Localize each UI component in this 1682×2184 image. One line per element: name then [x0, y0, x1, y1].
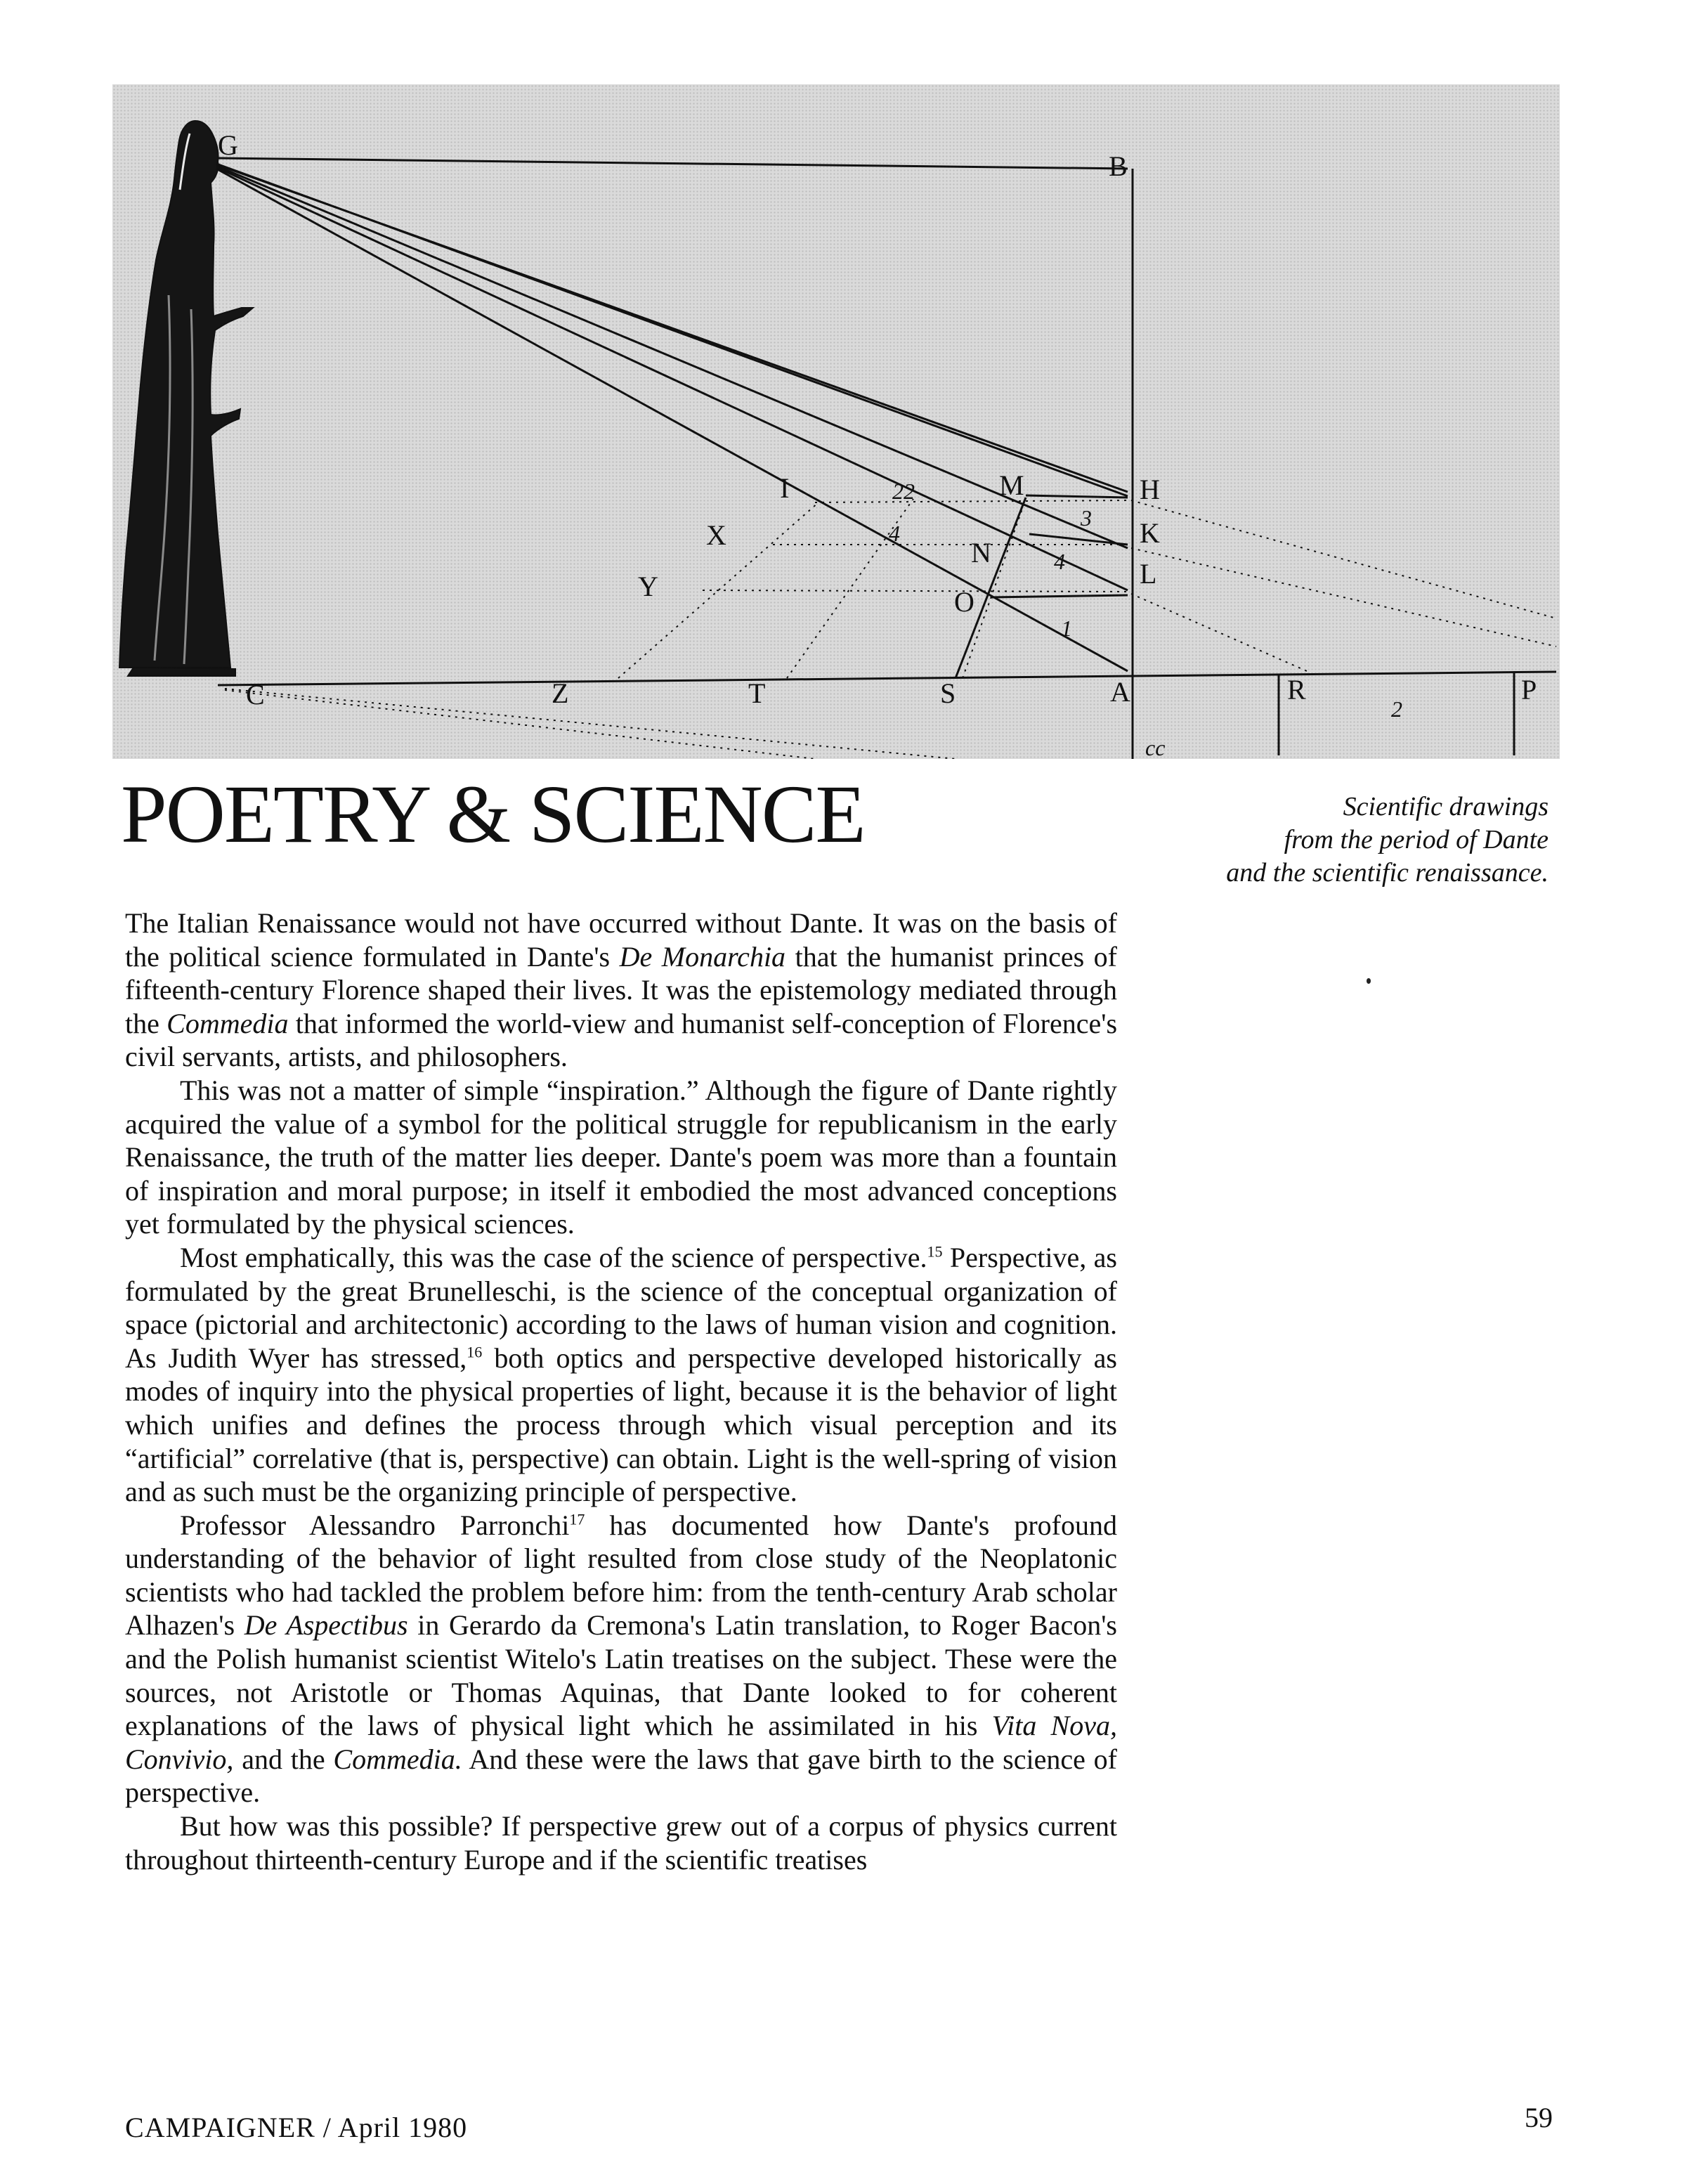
label-l: L	[1140, 558, 1157, 590]
page-number: 59	[1525, 2102, 1553, 2133]
article-body	[125, 906, 1117, 1876]
label-o: O	[954, 586, 974, 618]
mark-1: 1	[1061, 616, 1072, 641]
paragraph-4: Professor Alessandro Parronchi$^{17}$ has documented how Dante's profound understanding of the behavior of light resulted from close study of the Neoplatonic scientists who had tackled the problem before him: from the tenth-century Arab scholar Alhazen's De Aspectibus in Gerardo da Cremona's Latin translation, to Roger Bacon's and the Polish humanist scientist Witelo's Latin treatises on the subject. These were the sources, not Aristotle or Thomas Aquinas, that Dante looked to for coherent explanations of the laws of physical light which he assimilated in his Vita Nova, Convivio, and the Commedia. And these were the laws that gave birth to the science of perspective.	[125, 1509, 1118, 1809]
label-h: H	[1140, 474, 1160, 505]
mark-22: 22	[892, 479, 915, 504]
label-x: X	[706, 519, 726, 551]
caption-line-1: Scientific drawings	[1343, 792, 1549, 821]
mark-2: 2	[1391, 696, 1402, 722]
figure-caption	[1155, 791, 1549, 890]
label-s: S	[940, 677, 956, 709]
label-y: Y	[638, 571, 658, 602]
footnote-ref-17: 17	[569, 1510, 585, 1528]
perspective-diagram	[112, 84, 1560, 759]
label-c: C	[246, 679, 265, 710]
label-a: A	[1110, 676, 1130, 708]
diagram-lines	[216, 158, 1556, 759]
diagram-svg	[112, 84, 1560, 759]
paragraph-5: But how was this possible? If perspective grew out of a corpus of physics current throughout thirteenth-century Europe and if the scientific treatises	[125, 1810, 1117, 1876]
footer-publication: CAMPAIGNER / April 1980	[125, 2112, 468, 2143]
label-m: M	[999, 469, 1024, 501]
footnote-ref-16: 16	[467, 1343, 483, 1361]
mark-cc: cc	[1145, 735, 1166, 759]
label-t: T	[748, 677, 766, 709]
mark-4: 4	[889, 521, 900, 546]
paragraph-1: The Italian Renaissance would not have occurred without Dante. It was on the basis of the political science formulated in Dante's De Monarchia that the humanist princes of fifteenth-century Florence shaped their lives. It was the epistemology mediated through the Commedia that informed the world-view and humanist self-conception of Florence's civil servants, artists, and philosophers.	[125, 907, 1118, 1073]
stray-dot	[1367, 978, 1371, 984]
label-g: G	[218, 129, 238, 161]
caption-line-2: from the period of Dante	[1284, 825, 1549, 854]
page-title: POETRY & SCIENCE	[121, 768, 865, 860]
paragraph-2: This was not a matter of simple “inspiration.” Although the figure of Dante rightly acquired the value of a symbol for the political struggle for republicanism in the early Renaissance, the truth of the matter lies deeper. Dante's poem was more than a fountain of inspiration and moral purpose; in itself it embodied the most advanced conceptions yet formulated by the physical sciences.	[125, 1074, 1117, 1240]
footnote-ref-15: 15	[927, 1242, 943, 1261]
paragraph-3: Most emphatically, this was the case of the science of perspective.$^{15}$ Perspective, as formulated by the great Brunelleschi, is the science of the conceptual organization of space (pictorial and architectonic) according to the laws of human vision and cognition. As Judith Wyer has stressed,$^{16}$ both optics and perspective developed historically as modes of inquiry into the physical properties of light, because it is the behavior of light which unifies and defines the process through which visual perception and its “artificial” correlative (that is, perspective) can obtain. Light is the well-spring of vision and as such must be the organizing principle of perspective.	[125, 1241, 1117, 1508]
label-k: K	[1140, 517, 1160, 549]
dante-figure	[119, 121, 253, 676]
label-p: P	[1521, 674, 1537, 706]
label-i: I	[780, 472, 790, 504]
label-b: B	[1109, 150, 1128, 182]
caption-line-3: and the scientific renaissance.	[1226, 858, 1549, 888]
label-n: N	[971, 537, 991, 568]
mark-4b: 4	[1054, 549, 1065, 574]
mark-3: 3	[1081, 505, 1092, 531]
label-z: Z	[552, 677, 569, 709]
label-r: R	[1287, 674, 1306, 706]
